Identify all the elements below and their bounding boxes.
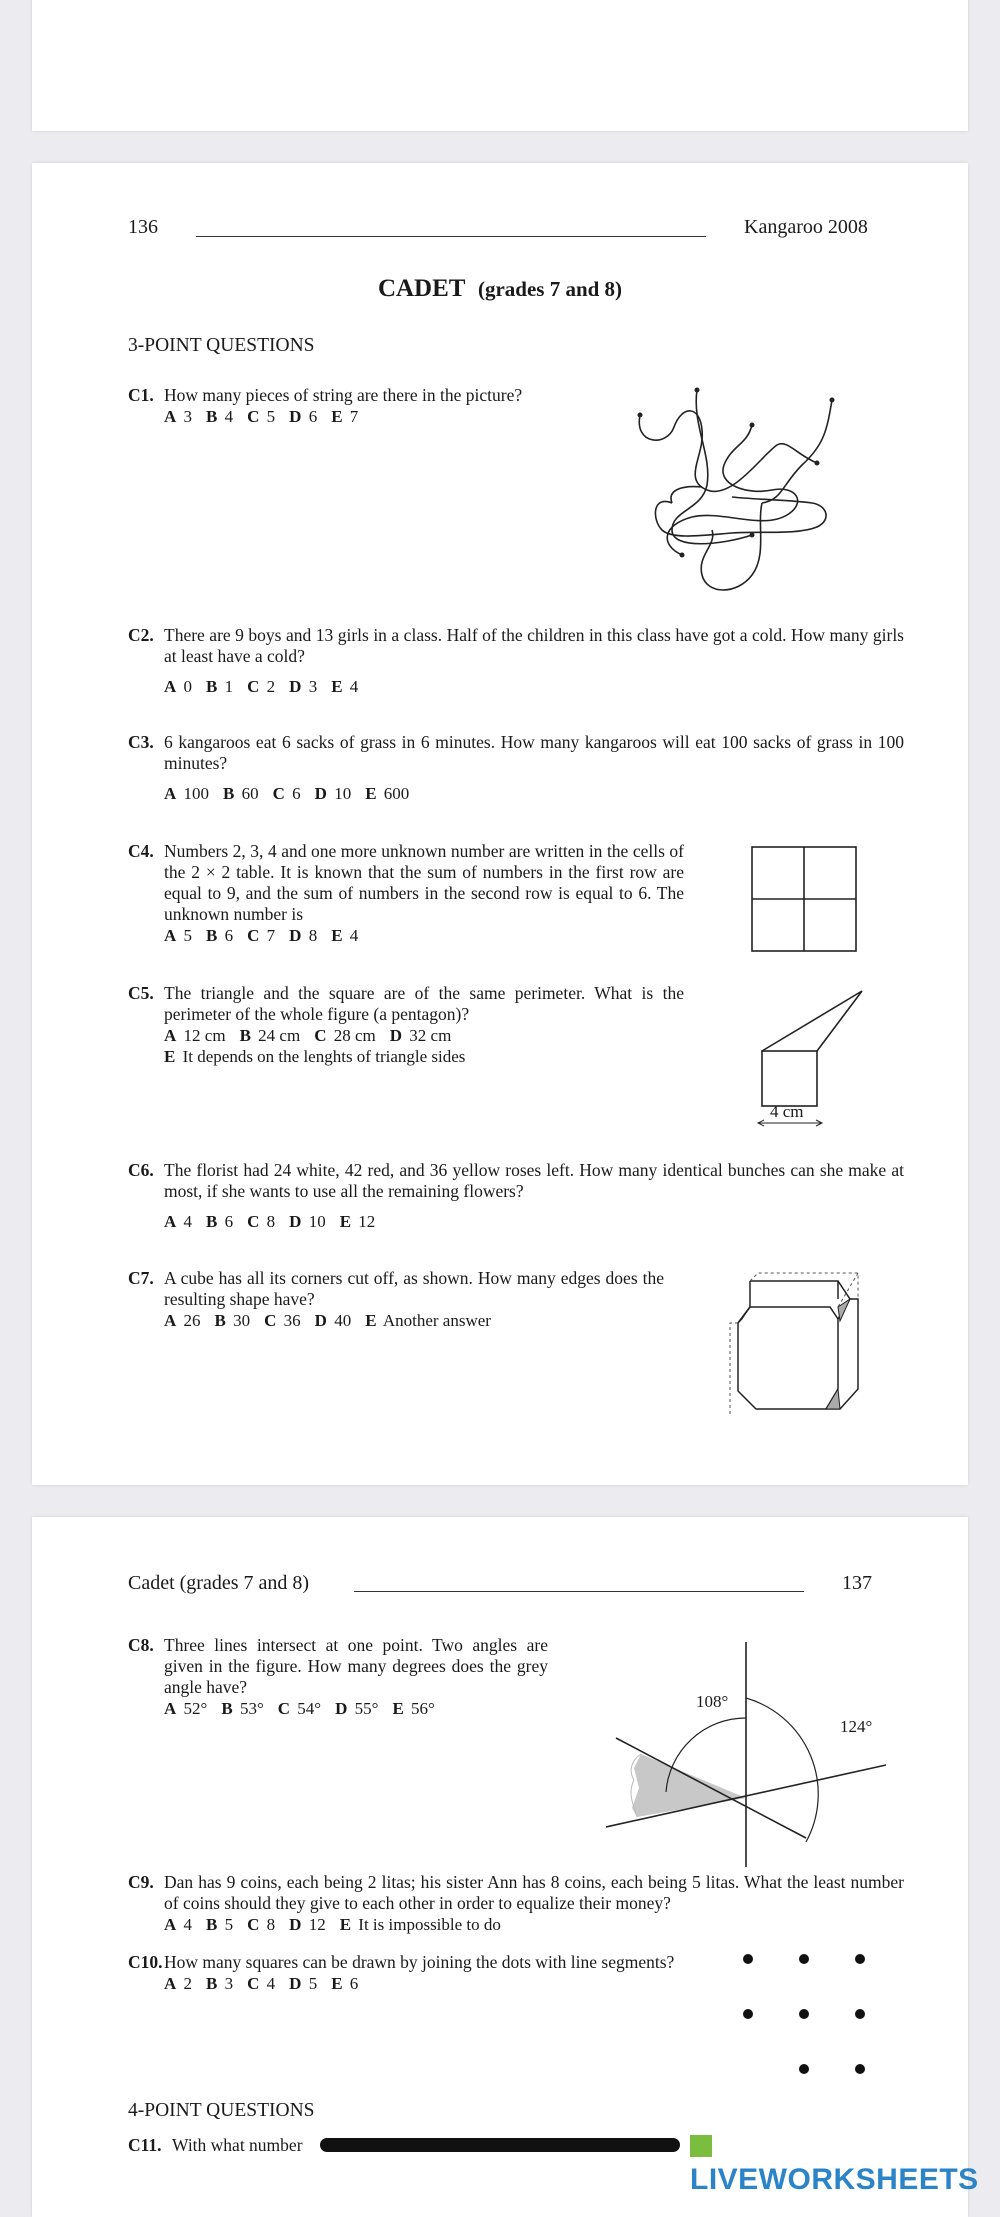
page-title [32, 275, 968, 303]
question-number: C10. [128, 1952, 163, 1972]
length-label: 4 cm [770, 1102, 804, 1121]
question-text: There are 9 boys and 13 girls in a class. Half of the children in this class have got a cold. How many girls at least have a cold? [164, 625, 904, 666]
answer-option: A 2 [164, 1974, 193, 1993]
answer-option: D 55° [335, 1699, 379, 1718]
answer-option: E 4 [331, 926, 359, 945]
previous-page-sheet [32, 0, 968, 131]
header-title: Cadet (grades 7 and 8) [128, 1572, 310, 1594]
title-sub: (grades 7 and 8) [477, 277, 623, 301]
question-c7 [128, 1268, 664, 1331]
answer-option: B 4 [206, 407, 234, 426]
header-title: Kangaroo 2008 [744, 216, 868, 238]
answer-option: E 6 [331, 1974, 359, 1993]
question-c10 [128, 1952, 748, 1994]
answer-option: B 5 [206, 1915, 234, 1934]
question-number: C8. [128, 1635, 154, 1655]
answer-option: A 26 [164, 1311, 201, 1330]
answer-options [164, 1310, 664, 1331]
answer-option: A 52° [164, 1699, 208, 1718]
answer-option: C 5 [247, 407, 276, 426]
angle-label-108: 108° [696, 1692, 729, 1711]
answer-options [164, 1698, 548, 1719]
question-number: C7. [128, 1268, 154, 1288]
question-number: C9. [128, 1872, 154, 1892]
answer-options [164, 1211, 904, 1232]
title-main: CADET [377, 275, 466, 302]
answer-options [164, 783, 904, 804]
answer-option: D 5 [289, 1974, 318, 1993]
answer-option: C 7 [247, 926, 276, 945]
two-by-two-table [750, 845, 860, 955]
answer-option-e: E It depends on the lenghts of triangle sides [164, 1047, 466, 1066]
answer-option: B 30 [214, 1311, 251, 1330]
answer-option: D 12 [289, 1915, 326, 1934]
answer-option: E 56° [392, 1699, 435, 1718]
section-heading: 3-POINT QUESTIONS [128, 335, 315, 356]
question-text: 6 kangaroos eat 6 sacks of grass in 6 minutes. How many kangaroos will eat 100 sacks of grass in 100 minutes? [164, 732, 904, 773]
page-number: 137 [842, 1572, 872, 1594]
question-c4 [128, 841, 684, 946]
scanner-redaction-bar [320, 2138, 680, 2152]
answer-option: C 28 cm [314, 1026, 376, 1045]
strings-figure [612, 385, 912, 605]
answer-option: D 10 [314, 784, 352, 803]
question-text: Three lines intersect at one point. Two angles are given in the figure. How many degrees does the grey angle have? [164, 1635, 548, 1697]
question-text: The florist had 24 white, 42 red, and 36 yellow roses left. How many identical bunches can she make at most, if she wants to use all the remaining flowers? [164, 1160, 904, 1201]
question-c2 [128, 625, 904, 697]
answer-option: B 6 [206, 1212, 234, 1231]
answer-option: A 12 cm [164, 1026, 226, 1045]
question-c1 [128, 385, 558, 427]
question-number: C11. [128, 2135, 162, 2155]
answer-option: A 4 [164, 1212, 193, 1231]
answer-option: B 3 [206, 1974, 234, 1993]
answer-option: C 8 [247, 1915, 276, 1934]
question-number: C4. [128, 841, 154, 861]
answer-option: B 6 [206, 926, 234, 945]
answer-options [164, 1973, 748, 1994]
liveworksheets-logo-icon [690, 2135, 712, 2157]
answer-option: B 53° [221, 1699, 264, 1718]
answer-option: B 24 cm [239, 1026, 301, 1045]
dot-grid-figure [732, 1947, 912, 2097]
answer-option: A 100 [164, 784, 210, 803]
answer-option: D 6 [289, 407, 318, 426]
question-number: C1. [128, 385, 154, 405]
page-137 [32, 1517, 968, 2217]
answer-option: C 36 [264, 1311, 301, 1330]
answer-option: A 0 [164, 677, 193, 696]
answer-option: E Another answer [365, 1311, 491, 1330]
page-number: 136 [128, 216, 158, 238]
answer-option: C 2 [247, 677, 276, 696]
question-number: C2. [128, 625, 154, 645]
answer-option: C 8 [247, 1212, 276, 1231]
header-rule [354, 1591, 804, 1592]
section-heading: 4-POINT QUESTIONS [128, 2100, 315, 2121]
question-text: With what number [172, 2135, 303, 2155]
question-number: C5. [128, 983, 154, 1003]
answer-option: D 8 [289, 926, 318, 945]
answer-options [164, 676, 904, 697]
question-text: Numbers 2, 3, 4 and one more unknown number are written in the cells of the 2 × 2 table. It is known that the sum of numbers in the first row are equal to 9, and the sum of numbers in the second row is equal to 6. The unknown number is [164, 841, 684, 924]
question-text: A cube has all its corners cut off, as shown. How many edges does the resulting shape have? [164, 1268, 664, 1309]
truncated-cube-figure [728, 1271, 868, 1416]
question-text: The triangle and the square are of the same perimeter. What is the perimeter of the whole figure (a pentagon)? [164, 983, 684, 1024]
question-c9 [128, 1872, 904, 1935]
answer-option: C 54° [277, 1699, 322, 1718]
question-c5 [128, 983, 684, 1067]
question-c6 [128, 1160, 904, 1232]
answer-option: E 600 [365, 784, 410, 803]
answer-option: A 4 [164, 1915, 193, 1934]
question-number: C6. [128, 1160, 154, 1180]
question-c3 [128, 732, 904, 804]
answer-option: A 3 [164, 407, 193, 426]
question-number: C3. [128, 732, 154, 752]
answer-option: E 4 [331, 677, 359, 696]
answer-option: E It is impossible to do [339, 1915, 501, 1934]
header-rule [196, 236, 706, 237]
question-c8 [128, 1635, 548, 1719]
answer-option: A 5 [164, 926, 193, 945]
triangle-square-figure [752, 983, 872, 1133]
answer-option: C 6 [272, 784, 301, 803]
answer-option: E 12 [339, 1212, 376, 1231]
question-text: How many pieces of string are there in the picture? [164, 385, 523, 405]
answer-option: B 60 [223, 784, 259, 803]
liveworksheets-watermark[interactable]: LIVEWORKSHEETS [690, 2129, 1000, 2197]
answer-options [164, 1914, 904, 1935]
question-text: How many squares can be drawn by joining the dots with line segments? [164, 1952, 675, 1972]
answer-options [164, 925, 684, 946]
page-136 [32, 163, 968, 1485]
answer-option: D 32 cm [389, 1026, 452, 1045]
angle-label-124: 124° [840, 1717, 873, 1736]
answer-option: B 1 [206, 677, 234, 696]
intersecting-lines-figure [606, 1642, 906, 1867]
answer-options [164, 1025, 684, 1046]
answer-option: E 7 [331, 407, 359, 426]
answer-options [164, 406, 558, 427]
answer-option: D 40 [314, 1311, 352, 1330]
answer-option: C 4 [247, 1974, 276, 1993]
answer-option: D 10 [289, 1212, 326, 1231]
question-text: Dan has 9 coins, each being 2 litas; his sister Ann has 8 coins, each being 5 litas. What the least number of coins should they give to each other in order to equalize their money? [164, 1872, 904, 1913]
answer-option: D 3 [289, 677, 318, 696]
